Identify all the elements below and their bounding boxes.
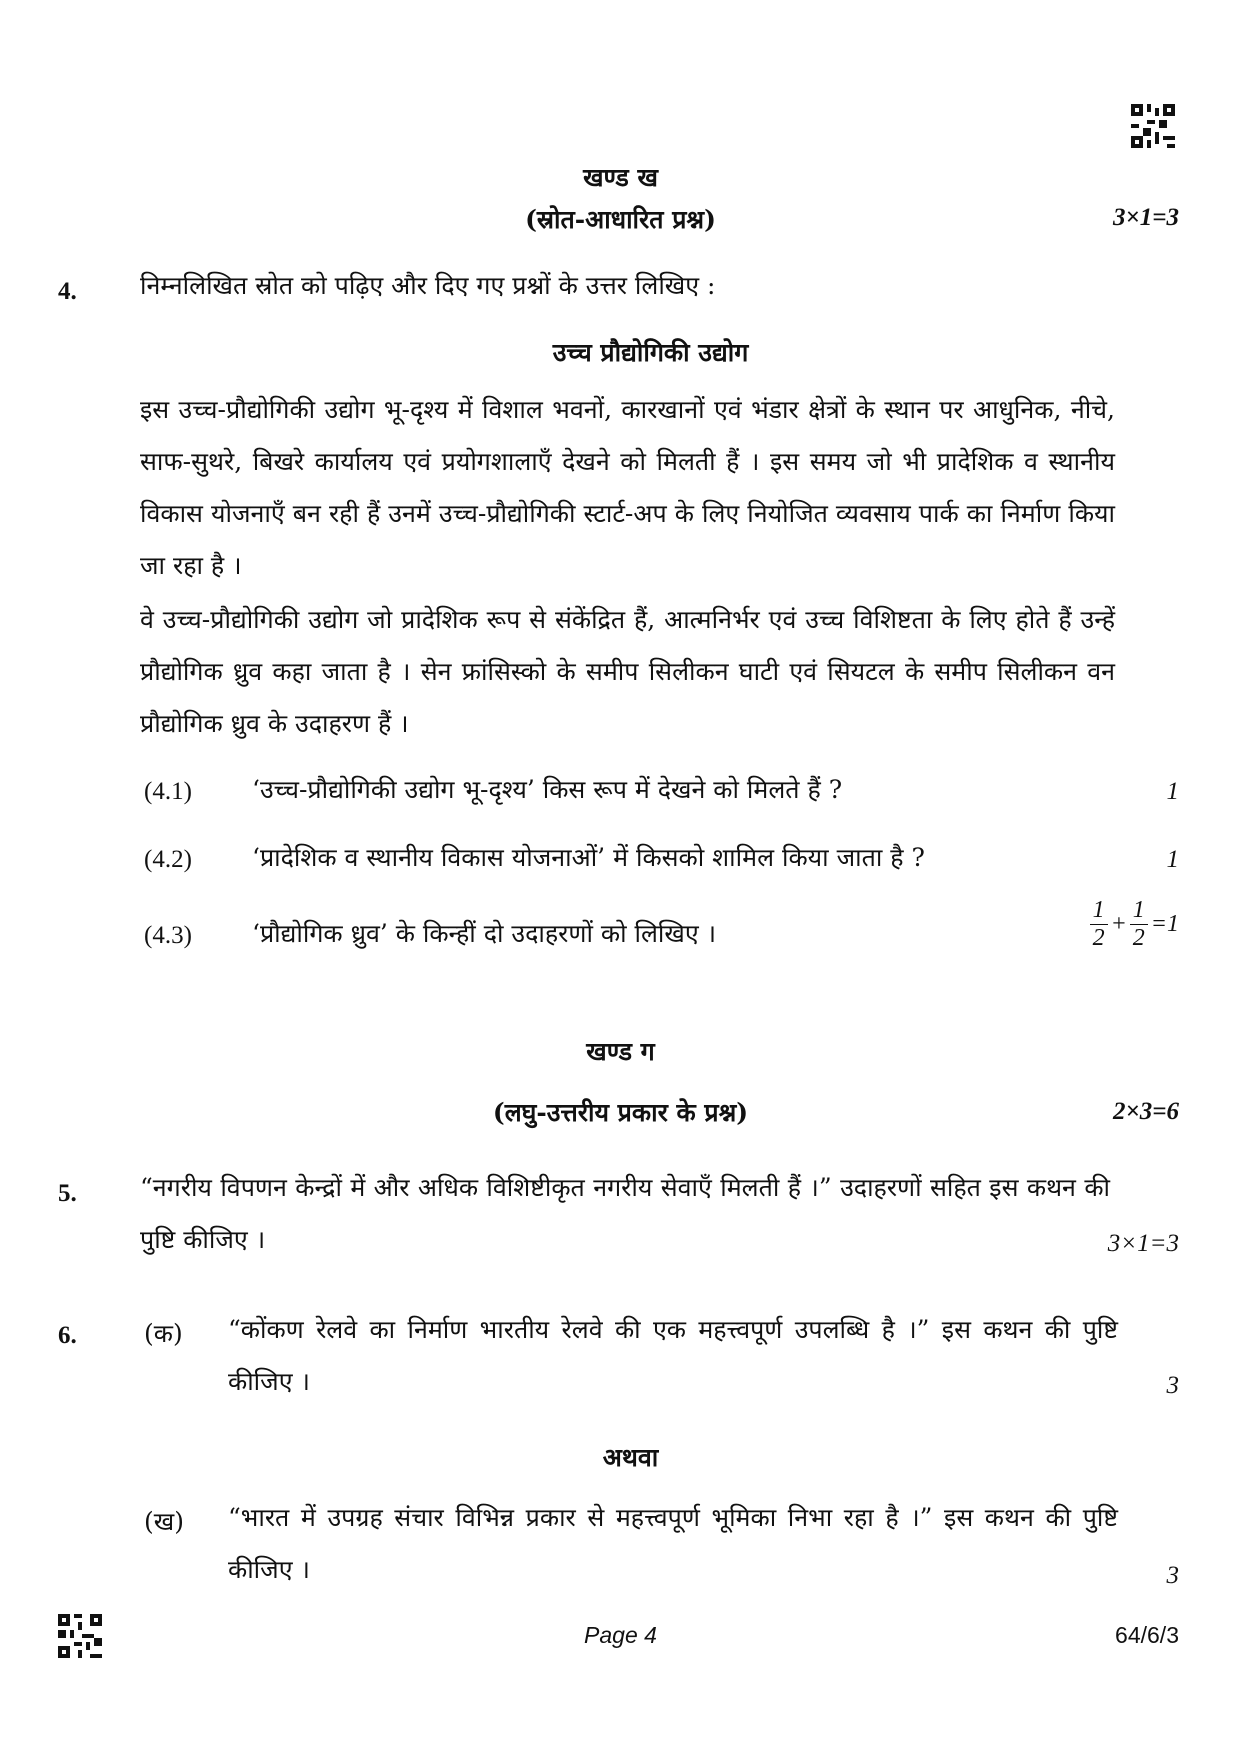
or-separator: अथवा bbox=[602, 1443, 659, 1472]
question-number: 4. bbox=[58, 278, 77, 305]
section-b-marks: 3×1=3 bbox=[1113, 204, 1179, 231]
sub-question-number: (4.1) bbox=[144, 778, 192, 805]
choice-label: (क) bbox=[144, 1319, 183, 1348]
paper-code: 64/6/3 bbox=[1115, 1622, 1179, 1648]
section-c-subtitle: (लघु-उत्तरीय प्रकार के प्रश्न) bbox=[492, 1098, 749, 1127]
passage-paragraph: इस उच्च-प्रौद्योगिकी उद्योग भू-दृश्य में विशाल भवनों, कारखानों एवं भंडार क्षेत्रों के स्थान पर आधुनिक, नीचे, साफ-सुथरे, बिखरे कार्यालय एवं प्रयोगशालाएँ देखने को मिलती हैं । इस समय जो भी प्रादेशिक व स्थानीय विकास योजनाएँ बन रही हैं उनमें उच्च-प्रौद्योगिकी स्टार्ट-अप के लिए नियोजित व्यवसाय पार्क का निर्माण किया जा रहा है । bbox=[140, 395, 1115, 580]
fraction-marks: 1 2 + 1 2 =1 bbox=[1090, 898, 1179, 951]
sub-question-number: (4.3) bbox=[144, 922, 192, 949]
sub-question-marks: 1 bbox=[1166, 778, 1179, 805]
sub-question-text: ‘प्रादेशिक व स्थानीय विकास योजनाओं’ में किसको शामिल किया जाता है ? bbox=[252, 843, 925, 872]
qr-code-icon bbox=[1131, 104, 1175, 148]
question-number: 6. bbox=[58, 1322, 77, 1349]
question-number: 5. bbox=[58, 1180, 77, 1207]
question-marks: 3×1=3 bbox=[1107, 1230, 1179, 1257]
sub-question-marks: 1 bbox=[1166, 846, 1179, 873]
choice-marks: 3 bbox=[1166, 1372, 1179, 1399]
sub-question-text: ‘प्रौद्योगिक ध्रुव’ के किन्हीं दो उदाहरणों को लिखिए । bbox=[252, 919, 717, 948]
fraction: 1 2 bbox=[1090, 898, 1108, 951]
choice-label: (ख) bbox=[144, 1507, 184, 1536]
section-b-title: खण्ड ख bbox=[583, 163, 658, 192]
passage-paragraph: वे उच्च-प्रौद्योगिकी उद्योग जो प्रादेशिक रूप से संकेंद्रित हैं, आत्मनिर्भर एवं उच्च विशिष्टता के लिए होते हैं उन्हें प्रौद्योगिक ध्रुव कहा जाता है । सेन फ्रांसिस्को के समीप सिलीकन घाटी एवं सियटल के समीप सिलीकन वन प्रौद्योगिक ध्रुव के उदाहरण हैं । bbox=[140, 605, 1115, 738]
choice-text: “कोंकण रेलवे का निर्माण भारतीय रेलवे की एक महत्त्वपूर्ण उपलब्धि है ।” इस कथन की पुष्टि कीजिए । bbox=[228, 1315, 1118, 1396]
section-c-marks: 2×3=6 bbox=[1113, 1098, 1179, 1125]
passage-title: उच्च प्रौद्योगिकी उद्योग bbox=[552, 338, 749, 367]
section-b-subtitle: (स्रोत-आधारित प्रश्न) bbox=[525, 205, 716, 234]
choice-text: “भारत में उपग्रह संचार विभिन्न प्रकार से महत्त्वपूर्ण भूमिका निभा रहा है ।” इस कथन की पुष्टि कीजिए । bbox=[228, 1503, 1118, 1584]
sub-question-text: ‘उच्च-प्रौद्योगिकी उद्योग भू-दृश्य’ किस रूप में देखने को मिलते हैं ? bbox=[252, 775, 843, 804]
section-c-title: खण्ड ग bbox=[586, 1037, 655, 1066]
choice-marks: 3 bbox=[1166, 1562, 1179, 1589]
page-number: Page 4 bbox=[584, 1622, 657, 1648]
question-instruction: निम्नलिखित स्रोत को पढ़िए और दिए गए प्रश्नों के उत्तर लिखिए : bbox=[140, 271, 716, 300]
sub-question-number: (4.2) bbox=[144, 846, 192, 873]
fraction: 1 2 bbox=[1130, 898, 1148, 951]
question-text: “नगरीय विपणन केन्द्रों में और अधिक विशिष्टीकृत नगरीय सेवाएँ मिलती हैं ।” उदाहरणों सहित इस कथन की पुष्टि कीजिए । bbox=[140, 1173, 1110, 1254]
